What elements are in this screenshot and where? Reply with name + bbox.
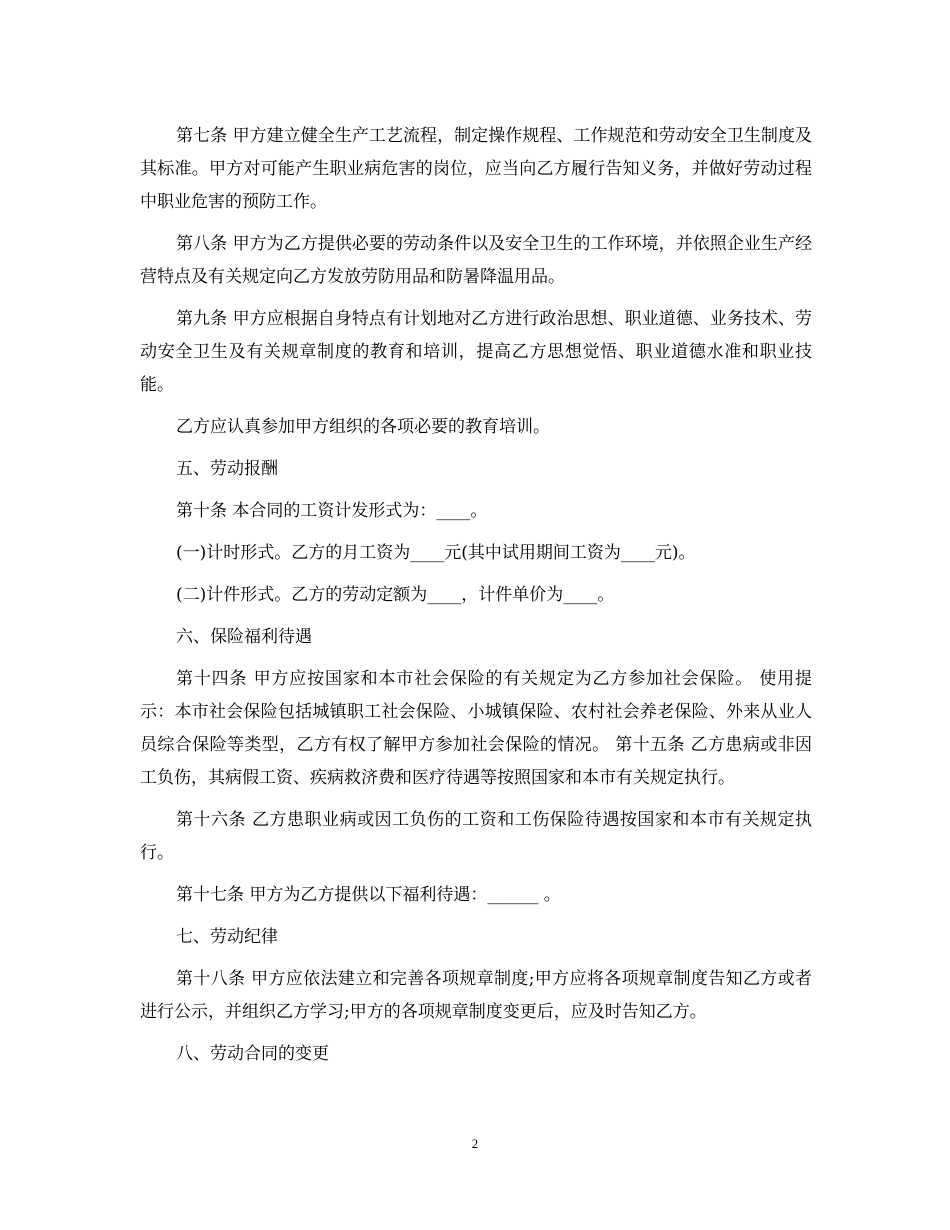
paragraph-training-note: 乙方应认真参加甲方组织的各项必要的教育培训。 bbox=[176, 417, 550, 437]
paragraph-time-wage: (一)计时形式。乙方的月工资为____元(其中试用期间工资为____元)。 bbox=[176, 543, 696, 563]
page-number: 2 bbox=[471, 1136, 479, 1151]
paragraph-article-7: 第七条 甲方建立健全生产工艺流程，制定操作规程、工作规范和劳动安全卫生制度及其标准。甲方对可能产生职业病危害的岗位，应当向乙方履行告知义务，并做好劳动过程中职业危害的预防工作。 bbox=[140, 126, 812, 212]
section-heading-contract-change: 八、劳动合同的变更 bbox=[176, 1044, 329, 1064]
paragraph-article-8: 第八条 甲方为乙方提供必要的劳动条件以及安全卫生的工作环境，并依照企业生产经营特点及有关规定向乙方发放劳防用品和防暑降温用品。 bbox=[140, 234, 812, 287]
paragraph-article-16: 第十六条 乙方患职业病或因工负伤的工资和工伤保险待遇按国家和本市有关规定执行。 bbox=[140, 810, 812, 863]
section-heading-remuneration: 五、劳动报酬 bbox=[176, 459, 278, 479]
paragraph-piece-wage: (二)计件形式。乙方的劳动定额为____，计件单价为____。 bbox=[176, 585, 615, 605]
paragraph-article-9: 第九条 甲方应根据自身特点有计划地对乙方进行政治思想、职业道德、业务技术、劳动安全卫生及有关规章制度的教育和培训，提高乙方思想觉悟、职业道德水准和职业技能。 bbox=[140, 309, 812, 395]
paragraph-article-10: 第十条 本合同的工资计发形式为：____。 bbox=[176, 501, 488, 521]
paragraph-article-18: 第十八条 甲方应依法建立和完善各项规章制度;甲方应将各项规章制度告知乙方或者进行公示，并组织乙方学习;甲方的各项规章制度变更后，应及时告知乙方。 bbox=[140, 969, 812, 1022]
paragraph-article-14-15: 第十四条 甲方应按国家和本市社会保险的有关规定为乙方参加社会保险。 使用提示：本市社会保险包括城镇职工社会保险、小城镇保险、农村社会养老保险、外来从业人员综合保险等类型，乙方有权了解甲方参加社会保险的情况。 第十五条 乙方患病或非因工负伤，其病假工资、疾病救济费和医疗待遇等按照国家和本市有关规定执行。 bbox=[140, 669, 812, 788]
paragraph-article-17: 第十七条 甲方为乙方提供以下福利待遇：______ 。 bbox=[176, 885, 561, 905]
section-heading-discipline: 七、劳动纪律 bbox=[176, 927, 278, 947]
document-body bbox=[140, 120, 812, 1080]
section-heading-insurance: 六、保险福利待遇 bbox=[176, 627, 312, 647]
